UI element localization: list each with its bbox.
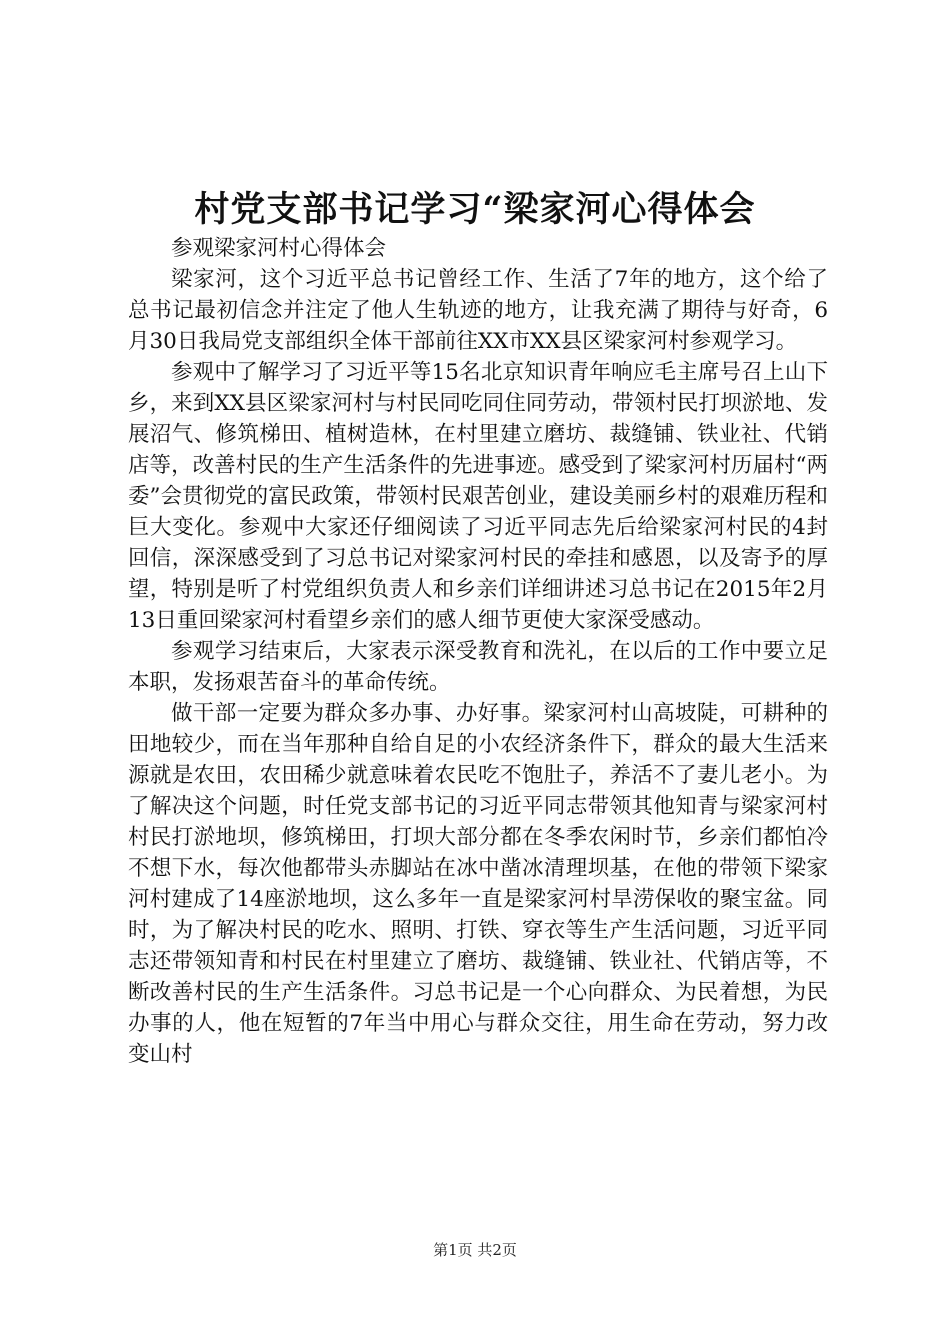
body-paragraph: 做干部一定要为群众多办事、办好事。梁家河村山高坡陡，可耕种的田地较少，而在当年那种自给自足的小农经济条件下，群众的最大生活来源就是农田，农田稀少就意味着农民吃不饱肚子，养活不了妻儿老小。为了解决这个问题，时任党支部书记的习近平同志带领其他知青与梁家河村村民打淤地坝，修筑梯田，打坝大部分都在冬季农闲时节，乡亲们都怕冷不想下水，每次他都带头赤脚站在冰中凿冰清理坝基，在他的带领下梁家河村建成了14座淤地坝，这么多年一直是梁家河村旱涝保收的聚宝盆。同时，为了解决村民的吃水、照明、打铁、穿衣等生产生活问题，习近平同志还带领知青和村民在村里建立了磨坊、裁缝铺、铁业社、代销店等，不断改善村民的生产生活条件。习总书记是一个心向群众、为民着想，为民办事的人，他在短暂的7年当中用心与群众交往，用生命在劳动，努力改变山村: [128, 701, 828, 1067]
body-paragraph: 梁家河，这个习近平总书记曾经工作、生活了7年的地方，这个给了总书记最初信念并注定了他人生轨迹的地方，让我充满了期待与好奇，6月30日我局党支部组织全体干部前往XX市XX县区梁家河村参观学习。: [128, 267, 828, 354]
subtitle-paragraph: 参观梁家河村心得体会: [171, 236, 387, 261]
document-body: [128, 233, 828, 1070]
document-title: 村党支部书记学习“梁家河心得体会: [194, 189, 756, 230]
page-number-footer: 第1页 共2页: [433, 1241, 517, 1259]
body-paragraph: 参观学习结束后，大家表示深受教育和洗礼，在以后的工作中要立足本职，发扬艰苦奋斗的革命传统。: [128, 639, 828, 695]
body-paragraph: 参观中了解学习了习近平等15名北京知识青年响应毛主席号召上山下乡，来到XX县区梁家河村与村民同吃同住同劳动，带领村民打坝淤地、发展沼气、修筑梯田、植树造林，在村里建立磨坊、裁缝铺、铁业社、代销店等，改善村民的生产生活条件的先进事迹。感受到了梁家河村历届村“两委”会贯彻党的富民政策，带领村民艰苦创业，建设美丽乡村的艰难历程和巨大变化。参观中大家还仔细阅读了习近平同志先后给梁家河村民的4封回信，深深感受到了习总书记对梁家河村民的牵挂和感恩，以及寄予的厚望，特别是听了村党组织负责人和乡亲们详细讲述习总书记在2015年2月13日重回梁家河村看望乡亲们的感人细节更使大家深受感动。: [128, 360, 828, 633]
